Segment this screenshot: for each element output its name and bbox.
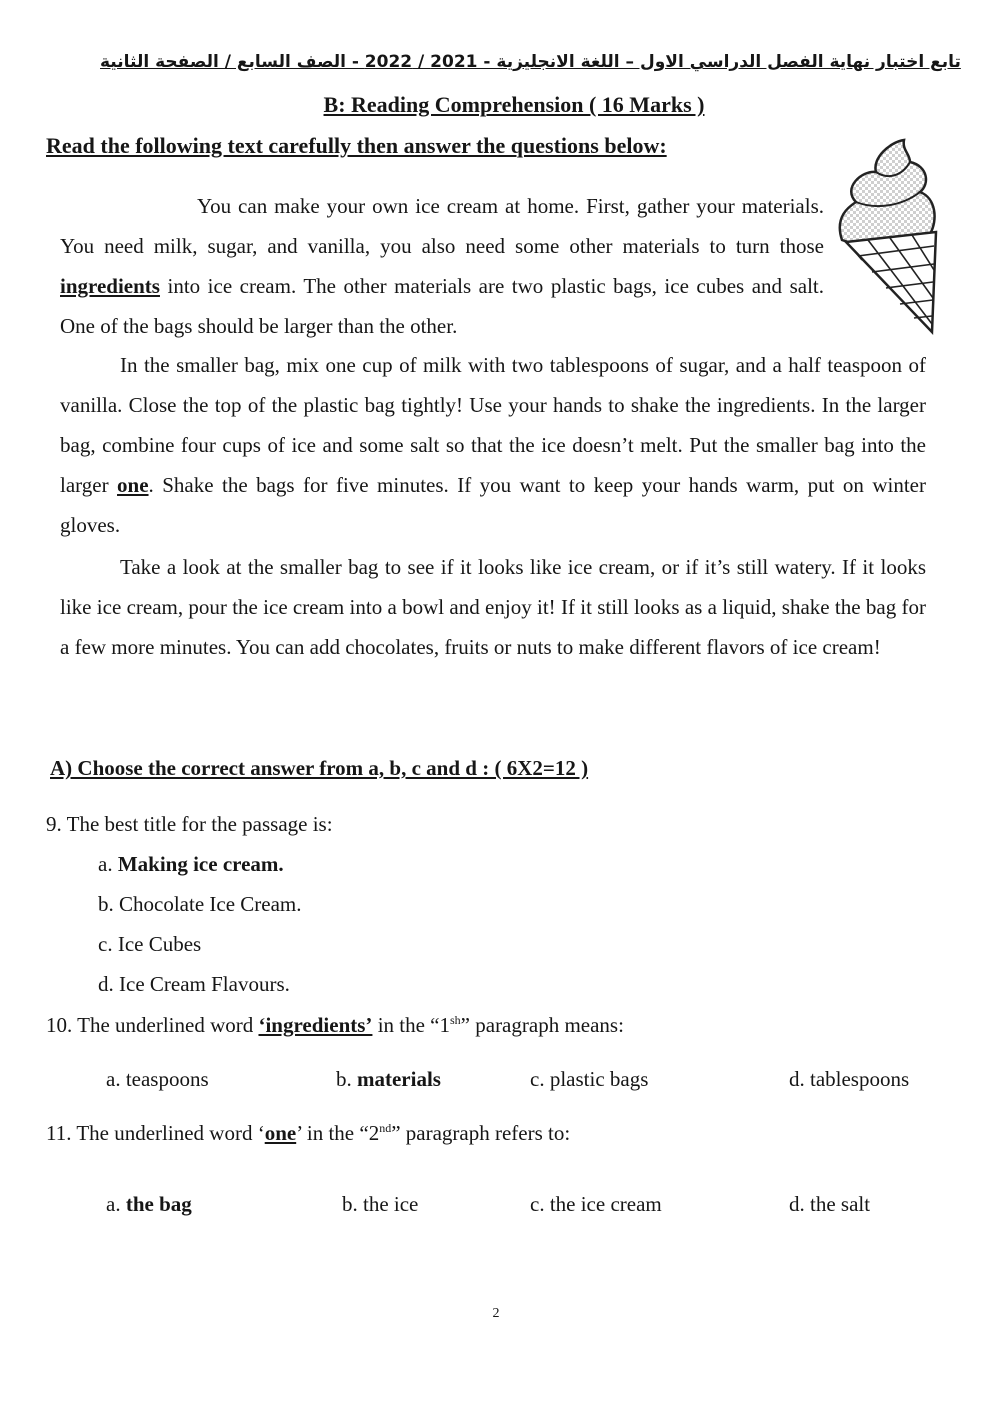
q11-option-b: b. the ice xyxy=(342,1192,419,1216)
question-11 xyxy=(46,1121,570,1146)
task-title: A) Choose the correct answer from a, b, c and d : ( 6X2=12 ) xyxy=(50,756,589,780)
q9-option-d: d. Ice Cream Flavours. xyxy=(98,972,290,996)
q10-option-b-letter: b. xyxy=(336,1067,357,1091)
passage-p1-text-start: You can make your own ice cream at home. First, gather your materials. You need milk, sugar, and vanilla, you also need some other materials to turn those xyxy=(60,194,824,258)
page-number: 2 xyxy=(492,1306,500,1321)
q10-text-mid: in the “1 xyxy=(372,1013,450,1037)
q10-key-word: ‘ingredients’ xyxy=(258,1013,373,1037)
q11-text-start: 11. The underlined word ‘ xyxy=(46,1121,265,1145)
q10-option-a: a. teaspoons xyxy=(106,1067,209,1091)
passage-paragraph-3: Take a look at the smaller bag to see if it looks like ice cream, or if it’s still watery. If it looks like ice cream, pour the ice cream into a bowl and enjoy it! If it still looks as a liquid, shake the bag for a few more minutes. You can add chocolates, fruits or nuts to make different flavors of ice cream! xyxy=(60,555,926,659)
q9-option-c: c. Ice Cubes xyxy=(98,932,202,956)
passage-paragraph-2 xyxy=(60,345,926,545)
q10-text-end: ” paragraph means: xyxy=(460,1013,624,1037)
q9-option-a xyxy=(98,852,284,877)
q11-option-a xyxy=(106,1192,192,1217)
q11-option-a-letter: a. xyxy=(106,1192,126,1216)
passage-paragraph-1 xyxy=(60,186,824,346)
q9-option-b: b. Chocolate Ice Cream. xyxy=(98,892,302,916)
question-10 xyxy=(46,1013,624,1038)
q11-option-c: c. the ice cream xyxy=(530,1192,662,1216)
passage-p1-text-end: into ice cream. The other materials are two plastic bags, ice cubes and salt. One of the bags should be larger than the other. xyxy=(60,274,824,338)
q11-option-d: d. the salt xyxy=(789,1192,871,1216)
q10-superscript: sh xyxy=(450,1013,461,1027)
underlined-word-ingredients: ingredients xyxy=(60,274,160,298)
q11-text-end: ” paragraph refers to: xyxy=(391,1121,571,1145)
ice-cream-cone-icon xyxy=(832,136,944,336)
q10-option-b xyxy=(336,1067,441,1092)
passage-p2-text-start: In the smaller bag, mix one cup of milk with two tablespoons of sugar, and a half teaspoon of vanilla. Close the top of the plastic bag tightly! Use your hands to shake the ingredients. In the larger bag, combine four cups of ice and some salt so that the ice doesn’t melt. Put the smaller bag into the larger xyxy=(60,353,926,497)
q9-option-a-letter: a. xyxy=(98,852,118,876)
exam-header: تابع اختبار نهاية الفصل الدراسي الاول – اللغة الانجليزية - 2021 / 2022 - الصف السابع / الصفحة الثانية xyxy=(100,52,961,72)
q10-text-start: 10. The underlined word xyxy=(46,1013,259,1037)
reading-instruction: Read the following text carefully then answer the questions below: xyxy=(46,133,667,158)
section-title: B: Reading Comprehension ( 16 Marks ) xyxy=(323,92,705,117)
question-9: 9. The best title for the passage is: xyxy=(46,812,333,836)
q11-key-word: one xyxy=(264,1121,297,1145)
passage-p2-text-end: . Shake the bags for five minutes. If you want to keep your hands warm, put on winter gloves. xyxy=(60,473,926,537)
q11-option-a-text: the bag xyxy=(125,1192,192,1216)
q9-option-a-text: Making ice cream. xyxy=(117,852,284,876)
q11-superscript: nd xyxy=(379,1121,392,1135)
q10-option-c: c. plastic bags xyxy=(530,1067,649,1091)
q11-text-mid: ’ in the “2 xyxy=(296,1121,380,1145)
q10-option-d: d. tablespoons xyxy=(789,1067,910,1091)
q10-option-b-text: materials xyxy=(357,1067,441,1091)
underlined-word-one: one xyxy=(117,473,149,497)
